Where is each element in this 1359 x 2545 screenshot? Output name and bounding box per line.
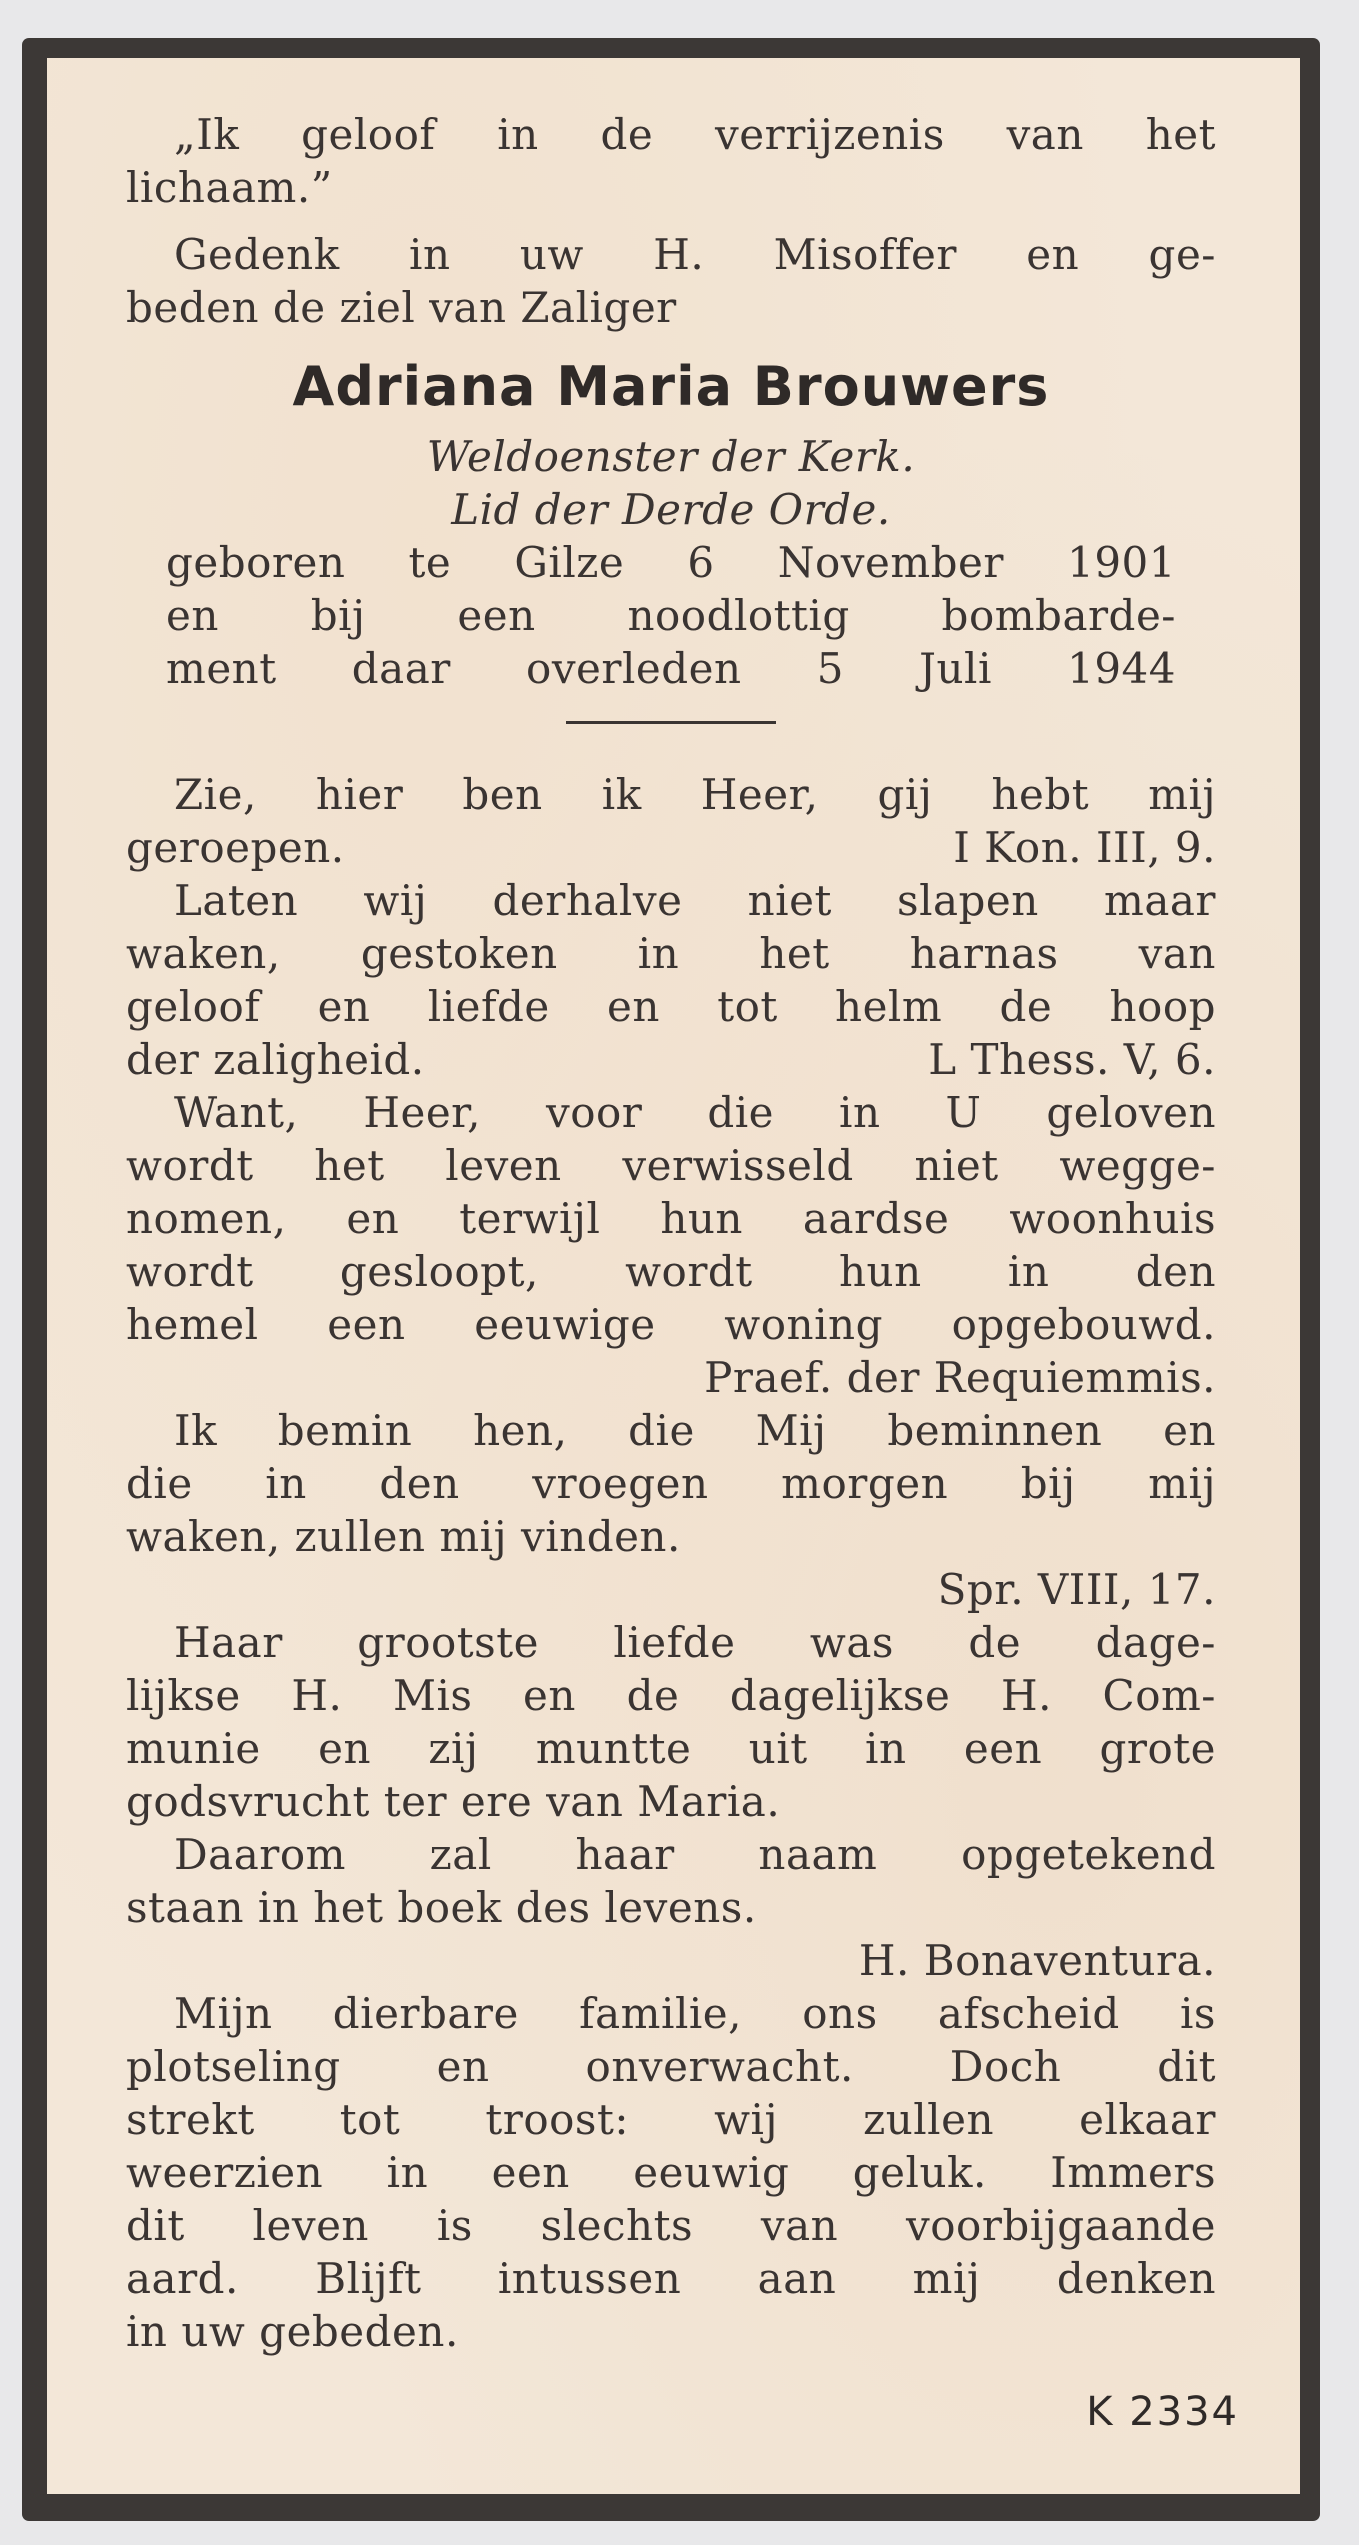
title-line: Weldoenster der Kerk. (426, 432, 916, 481)
passage-line-with-source (126, 1033, 1216, 1086)
passage-line: staan in het boek des levens. (126, 1883, 757, 1932)
life-line: en bij een noodlottig bombarde- (166, 591, 1176, 640)
card-text (126, 108, 1216, 2358)
passage-line: godsvrucht ter ere van Maria. (126, 1777, 781, 1826)
passage-line: geloof en liefde en tot helm de hoop (126, 982, 1216, 1031)
passage-line: Laten wij derhalve niet slapen maar (174, 876, 1216, 925)
source-reference: Praef. der Requiemmis. (704, 1353, 1216, 1402)
passage-line: weerzien in een eeuwig geluk. Immers (126, 2148, 1216, 2197)
passage-line: Haar grootste liefde was de dage- (174, 1618, 1216, 1667)
passage-line: plotseling en onverwacht. Doch dit (126, 2042, 1216, 2091)
title-line: Lid der Derde Orde. (451, 485, 891, 534)
passage-text: geroepen. (126, 823, 345, 872)
passage-line: Daarom zal haar naam opgetekend (174, 1830, 1216, 1879)
passage-line: Mijn dierbare familie, ons afscheid is (174, 1989, 1216, 2038)
passage-line: waken, gestoken in het harnas van (126, 929, 1216, 978)
source-reference: H. Bonaventura. (858, 1936, 1216, 1985)
passage-line: hemel een eeuwige woning opgebouwd. (126, 1300, 1216, 1349)
life-line: ment daar overleden 5 Juli 1944 (166, 644, 1176, 693)
bible-reference: I Kon. III, 9. (953, 823, 1216, 872)
passage-line: strekt tot troost: wij zullen elkaar (126, 2095, 1216, 2144)
passage-text: der zaligheid. (126, 1035, 425, 1084)
intro-line: beden de ziel van Zaliger (126, 283, 677, 332)
passage-line: waken, zullen mij vinden. (126, 1512, 681, 1561)
life-line: geboren te Gilze 6 November 1901 (166, 538, 1176, 587)
divider (566, 721, 776, 724)
passage-line: lijkse H. Mis en de dagelijkse H. Com- (126, 1671, 1216, 1720)
passage-line: dit leven is slechts van voorbijgaande (126, 2201, 1216, 2250)
source-reference: Spr. VIII, 17. (937, 1565, 1216, 1614)
passage-line-with-source (126, 821, 1216, 874)
quote-line: lichaam.” (126, 163, 333, 212)
passage-line: in uw gebeden. (126, 2307, 459, 2356)
passage-line: Zie, hier ben ik Heer, gij hebt mij (174, 770, 1216, 819)
deceased-name: Adriana Maria Brouwers (292, 355, 1050, 418)
printer-code: K 2334 (1086, 2389, 1239, 2435)
passage-line: Ik bemin hen, die Mij beminnen en (174, 1406, 1216, 1455)
quote-line: „Ik geloof in de verrijzenis van het (174, 110, 1216, 159)
passage-line: munie en zij muntte uit in een grote (126, 1724, 1216, 1773)
passage-line: wordt het leven verwisseld niet wegge- (126, 1141, 1216, 1190)
passage-line: aard. Blijft intussen aan mij denken (126, 2254, 1216, 2303)
bible-reference: L Thess. V, 6. (928, 1035, 1216, 1084)
passage-line: Want, Heer, voor die in U geloven (174, 1088, 1216, 1137)
passage-line: nomen, en terwijl hun aardse woonhuis (126, 1194, 1216, 1243)
intro-line: Gedenk in uw H. Misoffer en ge- (174, 230, 1216, 279)
passage-line: wordt gesloopt, wordt hun in den (126, 1247, 1216, 1296)
passage-line: die in den vroegen morgen bij mij (126, 1459, 1216, 1508)
